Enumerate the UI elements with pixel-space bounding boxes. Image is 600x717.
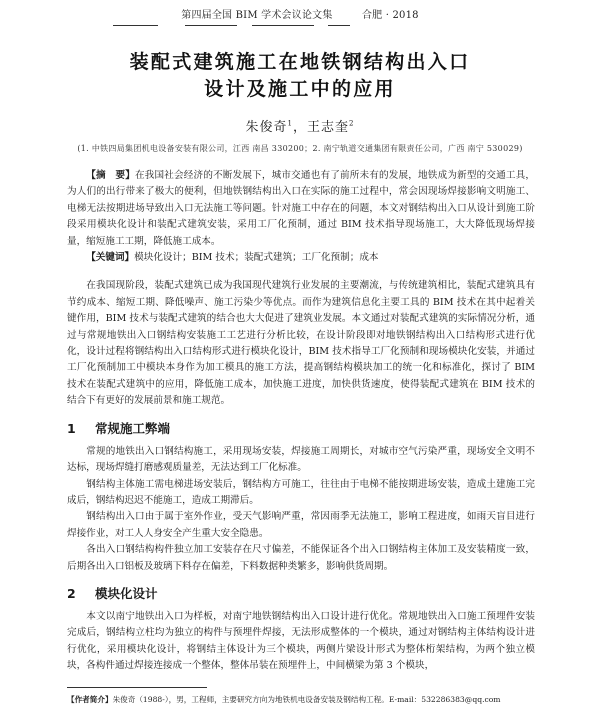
- keywords: [67, 250, 535, 266]
- affiliation: (1. 中铁四局集团机电设备安装有限公司，江西 南昌 330200；2. 南宁轨道交通集团有限责任公司，广西 南宁 530029): [77, 144, 523, 153]
- paragraph: 钢结构出入口由于属于室外作业，受天气影响严重，常因雨季无法施工，影响工程进度，如雨天盲目进行焊接作业，对工人人身安全产生重大安全隐患。: [67, 511, 535, 539]
- introduction: [67, 278, 535, 409]
- section-title: 模块化设计: [95, 585, 158, 601]
- section-number: 1: [67, 420, 76, 436]
- abstract-text: 在我国社会经济的不断发展下，城市交通也有了前所未有的发展，地铁成为新型的交通工具，为人们的出行带来了极大的便利，但地铁钢结构出入口在实际的施工过程中，常会因现场焊接影响文明施工、电梯无法按期进场导致出入口无法施工等问题。针对施工中存在的问题，本文对钢结构出入口从设计到施工阶段采用模块化设计和装配式建筑安装，采用工厂化预制，通过 BIM 技术指导现场施工，大大降低现场焊接量，缩短施工工期，降低施工成本。: [67, 170, 536, 247]
- location-year: 合肥 · 2018: [361, 10, 419, 21]
- section-1-body: [67, 444, 535, 575]
- title-line-1: 装配式建筑施工在地铁钢结构出入口: [129, 51, 471, 73]
- paragraph: 钢结构主体施工需电梯进场安装后，钢结构方可施工，往往由于电梯不能按期进场安装，造成土建施工完成后，钢结构迟迟不能施工，造成工期滞后。: [67, 478, 535, 506]
- author-2: 王志奎: [307, 120, 350, 135]
- section-heading-2: [67, 585, 600, 603]
- section-number: 2: [67, 585, 76, 601]
- paragraph: 本文以南宁地铁出入口为样板，对南宁地铁钢结构出入口设计进行优化。常规地铁出入口施工预埋件安装完成后，钢结构立柱均为独立的构件与预埋件焊接，无法形成整体的一个模块，通过对钢结构主体结构设计进行优化，采用模块化设计，将钢结主体设计为三个模块，两侧片梁设计形式为整体桁架结构，为两个独立模块，各构件通过焊接连接成一个整体，整体吊装在预埋件上，中间横梁为第 3 个模块，: [67, 610, 535, 672]
- keywords-label: 【关键词】: [86, 252, 135, 264]
- author-footnote: [67, 694, 535, 705]
- author-2-sup: 2: [349, 119, 355, 128]
- footnote-label: 【作者简介】: [67, 694, 113, 704]
- paragraph: 常规的地铁出入口钢结构施工，采用现场安装，焊接施工周期长，对城市空气污染严重，现场安全文明不达标，现场焊缝打磨感观质量差，无法达到工厂化标准。: [67, 445, 535, 474]
- keywords-text: 模块化设计；BIM 技术；装配式建筑；工厂化预制；成本: [134, 252, 379, 264]
- header-rules: [0, 25, 600, 27]
- section-title: 常规施工弊端: [95, 420, 171, 436]
- abstract-label: 【摘 要】: [86, 170, 135, 181]
- authors: [0, 119, 600, 137]
- intro-paragraph: 在我国现阶段，装配式建筑已成为我国现代建筑行业发展的主要潮流，与传统建筑相比，装配式建筑具有节约成本、缩短工期、降低噪声、施工污染少等优点。而作为建筑信息化主要工具的 BIM 技术在其中起着关键作用，BIM 技术与装配式建筑的结合也大大促进了建筑业发展。本文通过对装配式建筑的实际情况分析，通过与常规地铁出入口钢结构安装施工工艺进行分析比较，在设计阶段即对地铁钢结构出入口结构形式进行优化，设计过程将钢结构出入口结构形式进行模块化设计，BIM 技术指导工厂化预制和现场模块化安装，并通过工厂化预制加工中模块本身作为加工模具的施工方法，提高钢结构模块加工的统一化和标准化，探讨了 BIM 技术在装配式建筑中的应用，降低施工成本，加快施工进度，加快供货速度，使得装配式建筑在 BIM 技术的结合下有更好的发展前景和施工规范。: [67, 280, 535, 407]
- footnote-text: 朱俊奇（1988-），男，工程师，主要研究方向为地铁机电设备安装及钢结构工程。E-mail：532286383@qq.com: [112, 694, 501, 704]
- section-2-body: [67, 609, 535, 675]
- running-header: [0, 9, 600, 23]
- section-heading-1: [67, 420, 600, 438]
- author-separator: ，: [292, 120, 307, 135]
- author-1: 朱俊奇: [245, 120, 288, 135]
- paper-title: [0, 49, 600, 103]
- author-1-sup: 1: [287, 119, 293, 128]
- abstract: [67, 168, 535, 250]
- paragraph: 各出入口钢结构构件独立加工安装存在尺寸偏差，不能保证各个出入口钢结构主体加工及安装精度一致，后期各出入口铝板及玻璃下料存在偏差，下料数据种类繁多，影响供货周期。: [67, 544, 535, 572]
- journal-name: 第四届全国 BIM 学术会议论文集: [181, 10, 333, 21]
- title-line-2: 设计及施工中的应用: [204, 78, 396, 100]
